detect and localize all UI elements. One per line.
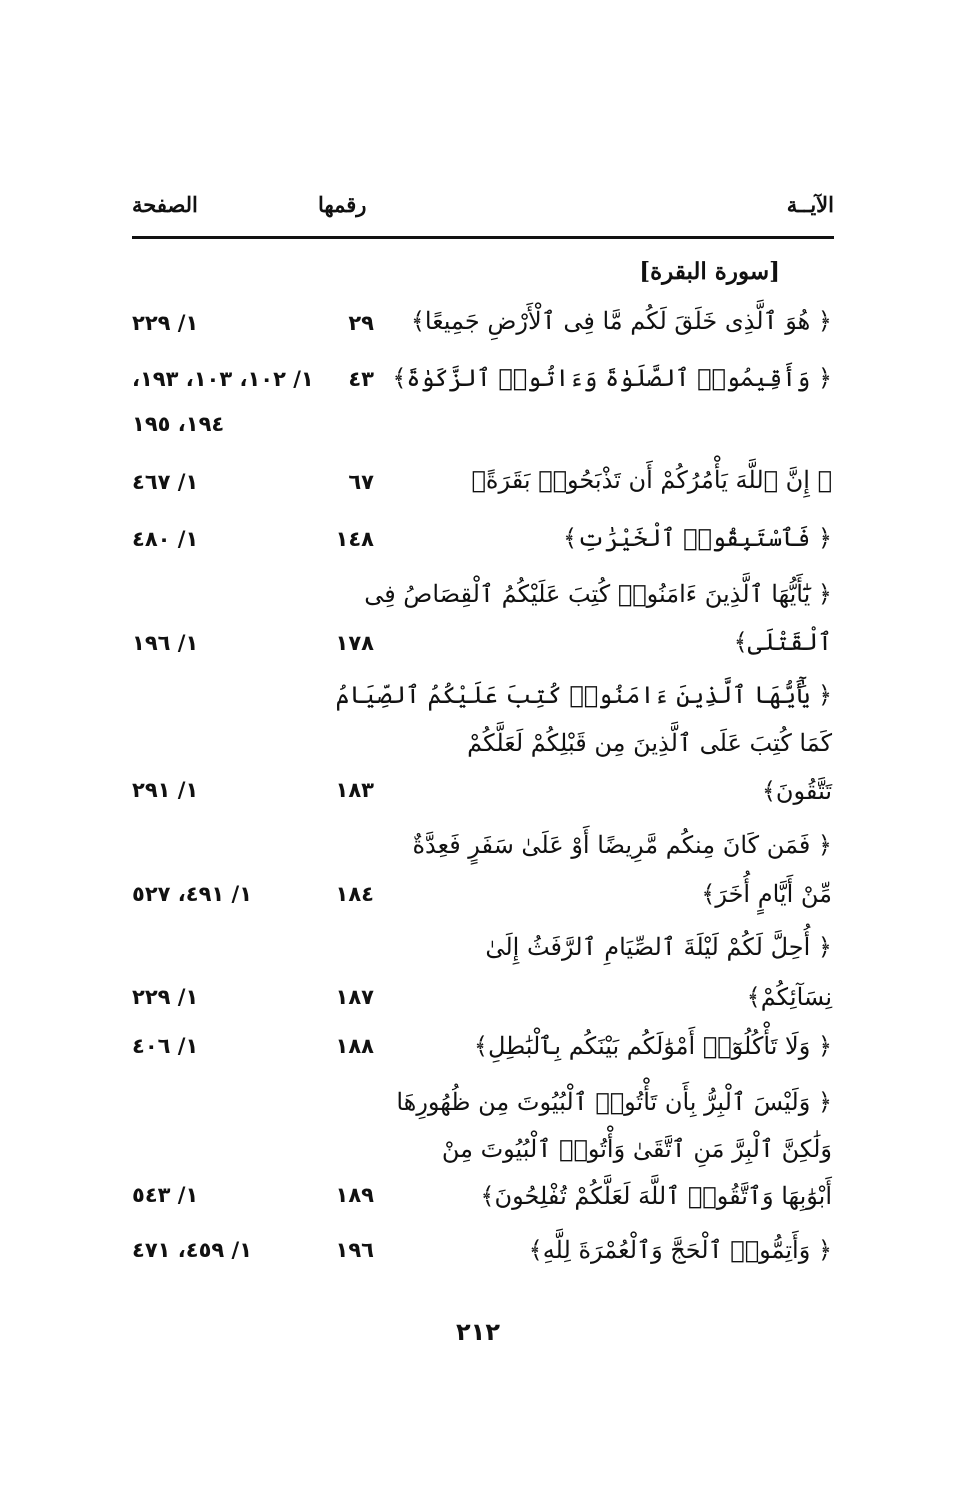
header-rule (132, 236, 834, 239)
ayah-line: كَمَا كُتِبَ عَلَى ٱلَّذِينَ مِن قَبْلِكُمْ لَعَلَّكُمْ (467, 729, 832, 757)
table-header (132, 192, 834, 232)
page-reference: ١/ ٥٤٣ (132, 1183, 199, 1207)
page-number: ٢١٢ (456, 1318, 500, 1346)
ayah-line: مِّنْ أَيَّامٍ أُخَرَ﴾ (701, 880, 832, 908)
page-reference: ١٩٤، ١٩٥ (132, 412, 225, 436)
ayah-number: ٤٣ (348, 367, 374, 391)
surah-heading: [سورة البقرة] (639, 258, 780, 285)
page-reference: ١/ ٤٦٧ (132, 470, 199, 494)
ayah-number: ١٩٦ (335, 1238, 374, 1262)
ayah-line: ﴿ هُوَ ٱلَّذِى خَلَقَ لَكُم مَّا فِى ٱلْأَرْضِ جَمِيعًا﴾ (410, 307, 832, 335)
ayah-number: ١٧٨ (335, 631, 374, 655)
column-header-page: الصفحة (132, 192, 198, 217)
ayah-line: ﴿ وَأَقِيمُوا۟ ٱلصَّلَوٰةَ وَءَاتُوا۟ ٱلزَّكَوٰةَ﴾ (392, 364, 832, 392)
page-reference: ١/ ٤٥٩، ٤٧١ (132, 1238, 253, 1262)
ayah-number: ١٨٣ (335, 778, 374, 802)
ayah-line: نِسَآئِكُمْ﴾ (746, 983, 832, 1011)
ayah-number: ١٨٩ (335, 1183, 374, 1207)
ayah-line: ﴿ يَٰٓأَيُّهَا ٱلَّذِينَ ءَامَنُوا۟ كُتِبَ عَلَيْكُمُ ٱلْقِصَاصُ فِى (364, 580, 832, 608)
ayah-line: ﴿ يَٰٓأَيُّهَا ٱلَّذِينَ ءَامَنُوا۟ كُتِبَ عَلَيْكُمُ ٱلصِّيَامُ (335, 681, 832, 709)
ayah-line: ﴿ فَمَن كَانَ مِنكُم مَّرِيضًا أَوْ عَلَىٰ سَفَرٍ فَعِدَّةٌ (412, 831, 832, 859)
ayah-number: ١٨٧ (335, 985, 374, 1009)
column-header-number: رقمها (318, 192, 367, 217)
ayah-number: ٢٩ (348, 311, 374, 335)
page-reference: ١/ ٤٠٦ (132, 1034, 199, 1058)
page-reference: ١/ ٢٢٩ (132, 985, 199, 1009)
ayah-number: ٦٧ (348, 470, 374, 494)
ayah-line: تَتَّقُونَ﴾ (761, 777, 832, 805)
page-reference: ١/ ١٠٢، ١٠٣، ١٩٣، (132, 367, 314, 391)
ayah-line: ﴿ إِنَّ ٱللَّهَ يَأْمُرُكُمْ أَن تَذْبَحُوا۟ بَقَرَةً﴾ (471, 466, 832, 494)
page-reference: ١/ ٢٩١ (132, 778, 199, 802)
page-reference: ١/ ٢٢٩ (132, 311, 199, 335)
page-reference: ١/ ٤٨٠ (132, 527, 199, 551)
ayah-line: ﴿ وَأَتِمُّوا۟ ٱلْحَجَّ وَٱلْعُمْرَةَ لِلَّهِ﴾ (528, 1236, 832, 1264)
ayah-line: ﴿ وَلَا تَأْكُلُوٓا۟ أَمْوَٰلَكُم بَيْنَكُم بِٱلْبَٰطِلِ﴾ (473, 1032, 832, 1060)
ayah-line: وَلَٰكِنَّ ٱلْبِرَّ مَنِ ٱتَّقَىٰ وَأْتُوا۟ ٱلْبُيُوتَ مِنْ (441, 1135, 832, 1163)
column-header-ayah: الآيــة (786, 192, 834, 217)
page-reference: ١/ ٤٩١، ٥٢٧ (132, 882, 253, 906)
ayah-line: ٱلْقَتْلَى﴾ (733, 628, 832, 656)
ayah-number: ١٤٨ (335, 527, 374, 551)
ayah-number: ١٨٤ (335, 882, 374, 906)
ayah-line: أَبْوَٰبِهَا وَٱتَّقُوا۟ ٱللَّهَ لَعَلَّكُمْ تُفْلِحُونَ﴾ (480, 1182, 832, 1210)
ayah-line: ﴿ فَٱسْتَبِقُوا۟ ٱلْخَيْرَٰتِ﴾ (562, 524, 832, 552)
page-reference: ١/ ١٩٦ (132, 631, 199, 655)
ayah-line: ﴿ وَلَيْسَ ٱلْبِرُّ بِأَن تَأْتُوا۟ ٱلْبُيُوتَ مِن ظُهُورِهَا (396, 1088, 832, 1116)
ayah-number: ١٨٨ (335, 1034, 374, 1058)
ayah-line: ﴿ أُحِلَّ لَكُمْ لَيْلَةَ ٱلصِّيَامِ ٱلرَّفَثُ إِلَىٰ (485, 933, 832, 961)
